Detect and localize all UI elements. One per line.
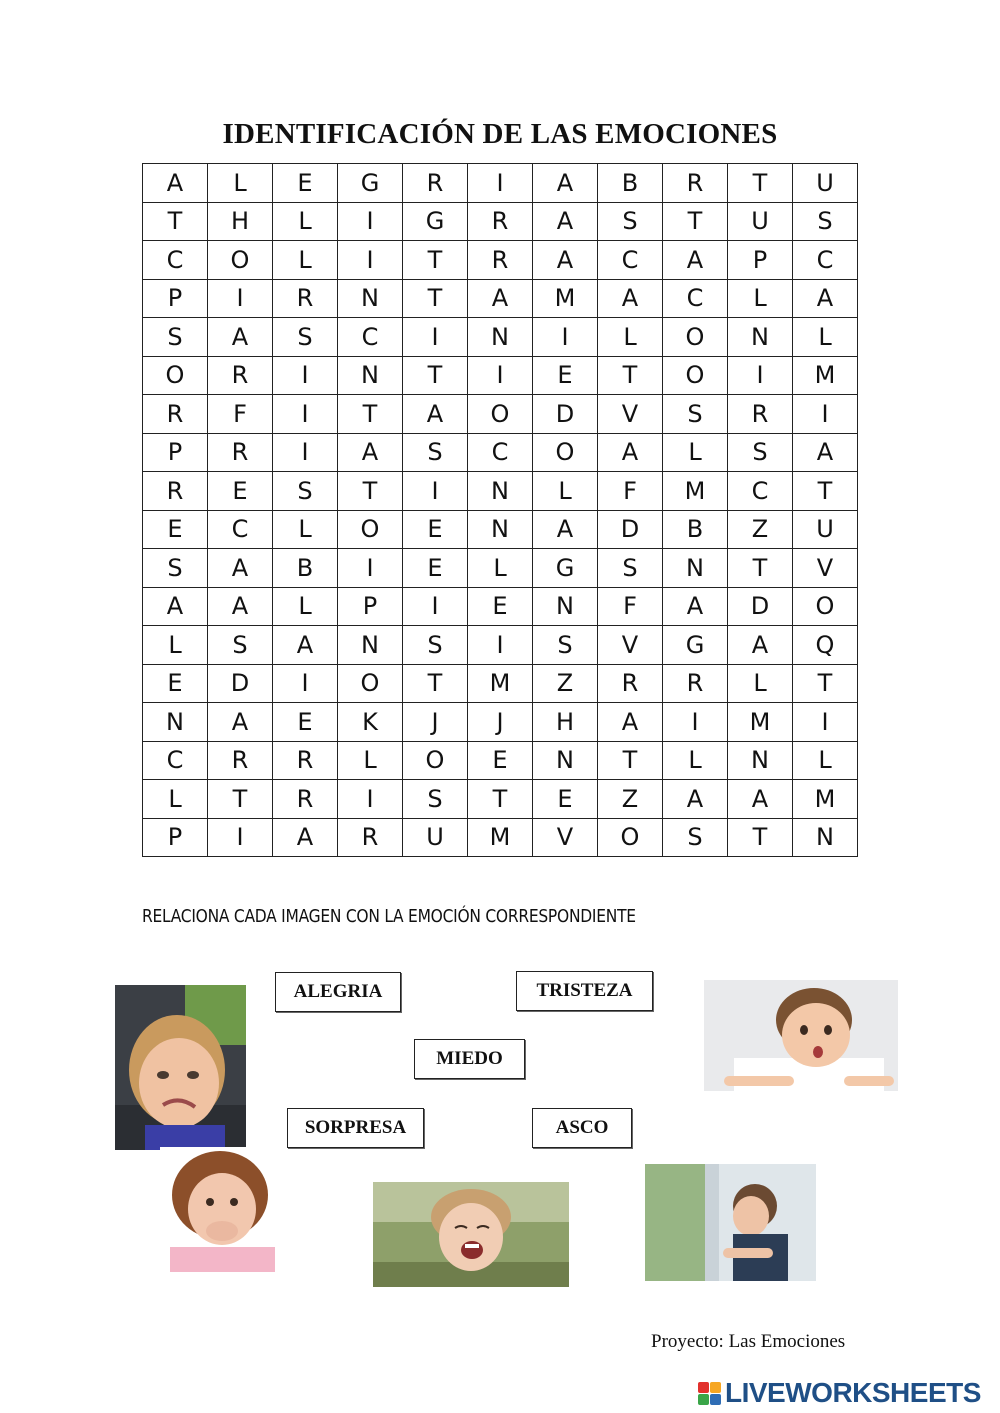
grid-cell[interactable]: M	[663, 472, 728, 511]
grid-cell[interactable]: T	[793, 664, 858, 703]
brand-name: LIVEWORKSHEETS	[725, 1377, 981, 1408]
grid-cell[interactable]: S	[143, 549, 208, 588]
grid-cell[interactable]: R	[273, 780, 338, 819]
child-surprise-photo[interactable]	[704, 980, 898, 1091]
grid-cell[interactable]: J	[403, 703, 468, 742]
grid-cell[interactable]: S	[273, 318, 338, 357]
grid-cell[interactable]: E	[273, 703, 338, 742]
grid-cell[interactable]: L	[273, 241, 338, 280]
grid-cell[interactable]: N	[468, 472, 533, 511]
grid-row	[143, 202, 858, 241]
grid-cell[interactable]: T	[403, 279, 468, 318]
grid-cell[interactable]: O	[663, 356, 728, 395]
grid-cell[interactable]: A	[208, 318, 273, 357]
grid-cell[interactable]: S	[403, 433, 468, 472]
grid-cell[interactable]: T	[338, 395, 403, 434]
grid-cell[interactable]: T	[403, 356, 468, 395]
grid-cell[interactable]: F	[598, 472, 663, 511]
grid-cell[interactable]: A	[598, 433, 663, 472]
grid-cell[interactable]: A	[728, 626, 793, 665]
grid-cell[interactable]: I	[338, 241, 403, 280]
grid-cell[interactable]: L	[338, 741, 403, 780]
grid-cell[interactable]: R	[663, 164, 728, 203]
grid-cell[interactable]: D	[533, 395, 598, 434]
grid-cell[interactable]: A	[793, 433, 858, 472]
grid-cell[interactable]: R	[663, 664, 728, 703]
grid-cell[interactable]: N	[338, 356, 403, 395]
grid-cell[interactable]: L	[598, 318, 663, 357]
grid-cell[interactable]: S	[598, 202, 663, 241]
grid-cell[interactable]: S	[273, 472, 338, 511]
grid-cell[interactable]: L	[143, 780, 208, 819]
grid-cell[interactable]: T	[468, 780, 533, 819]
grid-cell[interactable]: O	[468, 395, 533, 434]
grid-row	[143, 741, 858, 780]
grid-cell[interactable]: I	[403, 472, 468, 511]
grid-cell[interactable]: L	[663, 433, 728, 472]
grid-cell[interactable]: A	[533, 164, 598, 203]
grid-cell[interactable]: F	[598, 587, 663, 626]
grid-cell[interactable]: G	[663, 626, 728, 665]
grid-cell[interactable]: L	[273, 587, 338, 626]
grid-cell[interactable]: O	[793, 587, 858, 626]
grid-cell[interactable]: M	[728, 703, 793, 742]
grid-cell[interactable]: F	[208, 395, 273, 434]
grid-row	[143, 318, 858, 357]
grid-cell[interactable]: C	[208, 510, 273, 549]
label-alegria[interactable]: ALEGRIA	[275, 972, 401, 1012]
grid-cell[interactable]: Z	[598, 780, 663, 819]
grid-cell[interactable]: T	[403, 241, 468, 280]
grid-cell[interactable]: A	[533, 510, 598, 549]
grid-cell[interactable]: N	[663, 549, 728, 588]
grid-cell[interactable]: I	[403, 318, 468, 357]
grid-cell[interactable]: P	[338, 587, 403, 626]
grid-cell[interactable]: V	[793, 549, 858, 588]
grid-cell[interactable]: T	[598, 356, 663, 395]
grid-cell[interactable]: U	[403, 818, 468, 857]
grid-cell[interactable]: R	[143, 472, 208, 511]
grid-cell[interactable]: M	[468, 818, 533, 857]
grid-cell[interactable]: I	[273, 664, 338, 703]
grid-cell[interactable]: I	[273, 356, 338, 395]
grid-cell[interactable]: S	[403, 780, 468, 819]
grid-cell[interactable]: T	[728, 164, 793, 203]
word-search-grid[interactable]	[142, 163, 858, 857]
grid-row	[143, 626, 858, 665]
grid-cell[interactable]: N	[533, 587, 598, 626]
grid-cell[interactable]: S	[143, 318, 208, 357]
grid-cell[interactable]: I	[468, 356, 533, 395]
grid-cell[interactable]: R	[143, 395, 208, 434]
liveworksheets-logo-icon	[698, 1382, 721, 1405]
grid-cell[interactable]: I	[468, 626, 533, 665]
grid-cell[interactable]: T	[728, 549, 793, 588]
grid-cell[interactable]: T	[403, 664, 468, 703]
grid-cell[interactable]: Q	[793, 626, 858, 665]
grid-cell[interactable]: T	[208, 780, 273, 819]
grid-cell[interactable]: A	[273, 818, 338, 857]
grid-cell[interactable]: N	[143, 703, 208, 742]
grid-cell[interactable]: B	[273, 549, 338, 588]
grid-cell[interactable]: H	[208, 202, 273, 241]
grid-cell[interactable]: L	[273, 202, 338, 241]
grid-cell[interactable]: L	[273, 510, 338, 549]
label-miedo[interactable]: MIEDO	[414, 1039, 525, 1079]
grid-cell[interactable]: N	[468, 318, 533, 357]
grid-cell[interactable]: D	[728, 587, 793, 626]
grid-cell[interactable]: E	[208, 472, 273, 511]
liveworksheets-brand[interactable]	[698, 1378, 981, 1408]
grid-cell[interactable]: P	[143, 433, 208, 472]
grid-cell[interactable]: A	[598, 703, 663, 742]
grid-cell[interactable]: G	[403, 202, 468, 241]
grid-cell[interactable]: C	[663, 279, 728, 318]
grid-cell[interactable]: A	[143, 587, 208, 626]
grid-cell[interactable]: O	[338, 664, 403, 703]
grid-cell[interactable]: C	[598, 241, 663, 280]
grid-cell[interactable]: I	[208, 818, 273, 857]
grid-cell[interactable]: N	[728, 741, 793, 780]
grid-cell[interactable]: G	[338, 164, 403, 203]
instruction-text: RELACIONA CADA IMAGEN CON LA EMOCIÓN CORRESPONDIENTE	[142, 906, 636, 927]
grid-cell[interactable]: G	[533, 549, 598, 588]
grid-cell[interactable]: R	[468, 241, 533, 280]
grid-cell[interactable]: E	[403, 549, 468, 588]
grid-cell[interactable]: R	[598, 664, 663, 703]
grid-cell[interactable]: L	[728, 279, 793, 318]
grid-cell[interactable]: N	[793, 818, 858, 857]
grid-row	[143, 356, 858, 395]
grid-cell[interactable]: S	[403, 626, 468, 665]
child-joy-photo[interactable]	[373, 1182, 569, 1287]
grid-cell[interactable]: R	[468, 202, 533, 241]
label-sorpresa[interactable]: SORPRESA	[287, 1108, 424, 1148]
grid-cell[interactable]: R	[208, 356, 273, 395]
grid-cell[interactable]: I	[208, 279, 273, 318]
grid-cell[interactable]: A	[663, 780, 728, 819]
grid-cell[interactable]: I	[793, 395, 858, 434]
grid-cell[interactable]: L	[793, 318, 858, 357]
grid-cell[interactable]: P	[143, 818, 208, 857]
grid-cell[interactable]: D	[208, 664, 273, 703]
page-title: IDENTIFICACIÓN DE LAS EMOCIONES	[222, 118, 778, 150]
grid-cell[interactable]: O	[143, 356, 208, 395]
grid-cell[interactable]: E	[143, 664, 208, 703]
grid-cell[interactable]: C	[728, 472, 793, 511]
grid-cell[interactable]: J	[468, 703, 533, 742]
grid-cell[interactable]: A	[793, 279, 858, 318]
grid-cell[interactable]: A	[468, 279, 533, 318]
grid-row	[143, 818, 858, 857]
grid-cell[interactable]: T	[143, 202, 208, 241]
grid-cell[interactable]: I	[273, 395, 338, 434]
grid-cell[interactable]: R	[273, 741, 338, 780]
grid-cell[interactable]: I	[273, 433, 338, 472]
grid-cell[interactable]: I	[403, 587, 468, 626]
grid-cell[interactable]: T	[663, 202, 728, 241]
grid-cell[interactable]: L	[208, 164, 273, 203]
grid-cell[interactable]: K	[338, 703, 403, 742]
child-sadness-photo[interactable]	[645, 1164, 816, 1281]
grid-cell[interactable]: P	[728, 241, 793, 280]
grid-cell[interactable]: L	[468, 549, 533, 588]
grid-cell[interactable]: D	[598, 510, 663, 549]
grid-cell[interactable]: L	[533, 472, 598, 511]
grid-row	[143, 395, 858, 434]
label-tristeza[interactable]: TRISTEZA	[516, 971, 653, 1011]
grid-cell[interactable]: S	[533, 626, 598, 665]
grid-cell[interactable]: Z	[533, 664, 598, 703]
grid-cell[interactable]: I	[338, 202, 403, 241]
grid-cell[interactable]: A	[533, 241, 598, 280]
grid-cell[interactable]: O	[598, 818, 663, 857]
grid-cell[interactable]: A	[273, 626, 338, 665]
grid-cell[interactable]: T	[338, 472, 403, 511]
grid-cell[interactable]: E	[533, 356, 598, 395]
grid-cell[interactable]: M	[533, 279, 598, 318]
grid-cell[interactable]: U	[728, 202, 793, 241]
grid-row	[143, 241, 858, 280]
grid-cell[interactable]: P	[143, 279, 208, 318]
grid-cell[interactable]: I	[663, 703, 728, 742]
grid-cell[interactable]: V	[533, 818, 598, 857]
grid-cell[interactable]: O	[338, 510, 403, 549]
grid-cell[interactable]: V	[598, 626, 663, 665]
grid-cell[interactable]: E	[468, 587, 533, 626]
grid-cell[interactable]: M	[793, 780, 858, 819]
grid-cell[interactable]: E	[533, 780, 598, 819]
grid-row	[143, 549, 858, 588]
grid-cell[interactable]: I	[793, 703, 858, 742]
grid-cell[interactable]: A	[338, 433, 403, 472]
grid-cell[interactable]: N	[338, 626, 403, 665]
grid-cell[interactable]: S	[663, 818, 728, 857]
grid-cell[interactable]: T	[728, 818, 793, 857]
grid-cell[interactable]: L	[728, 664, 793, 703]
label-asco[interactable]: ASCO	[532, 1108, 632, 1148]
grid-cell[interactable]: O	[403, 741, 468, 780]
grid-cell[interactable]: S	[728, 433, 793, 472]
grid-cell[interactable]: A	[208, 703, 273, 742]
grid-row	[143, 433, 858, 472]
grid-cell[interactable]: L	[793, 741, 858, 780]
grid-cell[interactable]: C	[468, 433, 533, 472]
grid-cell[interactable]: N	[533, 741, 598, 780]
grid-cell[interactable]: I	[533, 318, 598, 357]
grid-cell[interactable]: V	[598, 395, 663, 434]
grid-cell[interactable]: U	[793, 164, 858, 203]
grid-row	[143, 472, 858, 511]
grid-cell[interactable]: Z	[728, 510, 793, 549]
grid-cell[interactable]: A	[598, 279, 663, 318]
grid-cell[interactable]: E	[403, 510, 468, 549]
grid-cell[interactable]: M	[468, 664, 533, 703]
grid-cell[interactable]: T	[793, 472, 858, 511]
grid-cell[interactable]: B	[663, 510, 728, 549]
grid-cell[interactable]: R	[273, 279, 338, 318]
grid-cell[interactable]: I	[338, 549, 403, 588]
grid-row	[143, 780, 858, 819]
grid-cell[interactable]: R	[338, 818, 403, 857]
grid-cell[interactable]: N	[728, 318, 793, 357]
grid-row	[143, 703, 858, 742]
grid-row	[143, 587, 858, 626]
footer-project-text: Proyecto: Las Emociones	[651, 1331, 846, 1352]
grid-cell[interactable]: A	[663, 241, 728, 280]
grid-row	[143, 164, 858, 203]
grid-cell[interactable]: M	[793, 356, 858, 395]
grid-cell[interactable]: C	[143, 241, 208, 280]
grid-cell[interactable]: T	[598, 741, 663, 780]
grid-cell[interactable]: H	[533, 703, 598, 742]
grid-cell[interactable]: S	[598, 549, 663, 588]
grid-cell[interactable]: C	[793, 241, 858, 280]
grid-cell[interactable]: R	[208, 433, 273, 472]
grid-cell[interactable]: C	[338, 318, 403, 357]
grid-cell[interactable]: I	[468, 164, 533, 203]
grid-cell[interactable]: E	[273, 164, 338, 203]
grid-cell[interactable]: E	[143, 510, 208, 549]
grid-cell[interactable]: L	[143, 626, 208, 665]
grid-cell[interactable]: N	[338, 279, 403, 318]
grid-cell[interactable]: S	[793, 202, 858, 241]
grid-cell[interactable]: A	[143, 164, 208, 203]
grid-cell[interactable]: E	[468, 741, 533, 780]
grid-cell[interactable]: S	[208, 626, 273, 665]
grid-cell[interactable]: B	[598, 164, 663, 203]
child-disgust-photo[interactable]	[115, 985, 246, 1150]
grid-cell[interactable]: A	[208, 587, 273, 626]
grid-cell[interactable]: A	[728, 780, 793, 819]
grid-cell[interactable]: I	[728, 356, 793, 395]
grid-cell[interactable]: A	[533, 202, 598, 241]
grid-cell[interactable]: I	[338, 780, 403, 819]
grid-cell[interactable]: C	[143, 741, 208, 780]
grid-cell[interactable]: A	[663, 587, 728, 626]
grid-cell[interactable]: A	[208, 549, 273, 588]
grid-cell[interactable]: R	[403, 164, 468, 203]
grid-row	[143, 279, 858, 318]
child-fear-photo[interactable]	[160, 1147, 285, 1272]
grid-cell[interactable]: A	[403, 395, 468, 434]
grid-row	[143, 510, 858, 549]
grid-cell[interactable]: N	[468, 510, 533, 549]
grid-cell[interactable]: O	[663, 318, 728, 357]
grid-cell[interactable]: O	[208, 241, 273, 280]
grid-cell[interactable]: R	[728, 395, 793, 434]
grid-cell[interactable]: L	[663, 741, 728, 780]
grid-row	[143, 664, 858, 703]
grid-cell[interactable]: O	[533, 433, 598, 472]
grid-cell[interactable]: R	[208, 741, 273, 780]
grid-cell[interactable]: S	[663, 395, 728, 434]
grid-cell[interactable]: U	[793, 510, 858, 549]
